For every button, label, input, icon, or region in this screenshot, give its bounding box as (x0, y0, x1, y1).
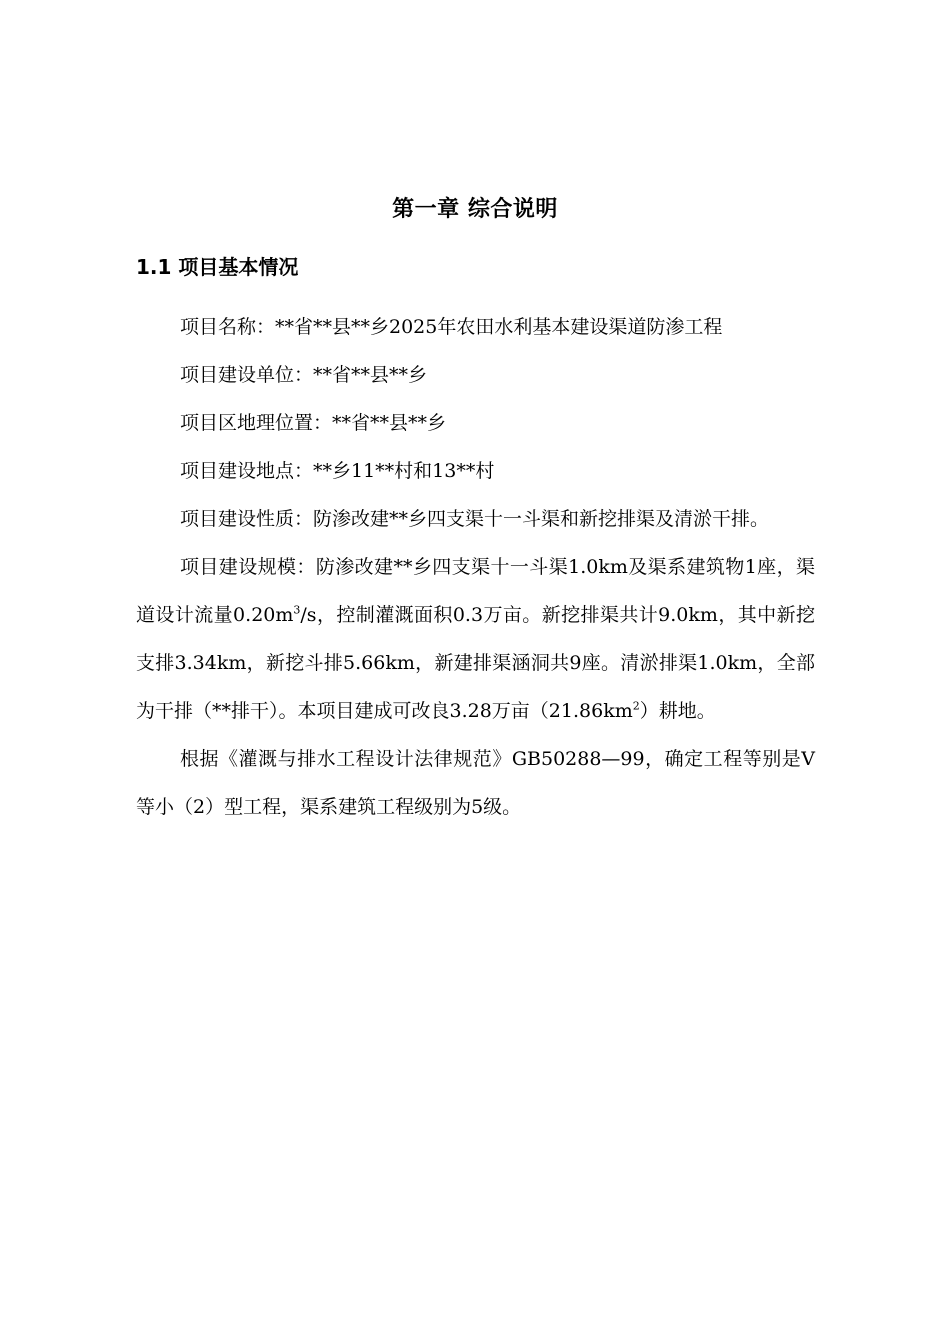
paragraph-construction-site: 项目建设地点：**乡11**村和13**村 (180, 460, 495, 482)
chapter-title: 第一章 综合说明 (392, 197, 558, 222)
scale-text-part3: ）耕地。 (639, 700, 716, 722)
section-title: 1.1 项目基本情况 (136, 255, 299, 279)
paragraph-project-name: 项目名称：**省**县**乡2025年农田水利基本建设渠道防渗工程 (180, 316, 723, 338)
paragraph-geographic-location: 项目区地理位置：**省**县**乡 (180, 412, 447, 434)
scale-superscript-cubic: 3 (293, 603, 301, 617)
paragraph-construction-nature: 项目建设性质：防渗改建**乡四支渠十一斗渠和新挖排渠及清淤干排。 (180, 508, 770, 530)
scale-superscript-square: 2 (632, 699, 640, 713)
paragraph-construction-unit: 项目建设单位：**省**县**乡 (180, 364, 428, 386)
scale-text-part2: /s，控制灌溉面积0.3万亩。新挖排渠共计9.0km，其中新挖支排3.34km，新挖斗排5.66km，新建排渠涵洞共9座。清淤排渠1.0km，全部为干排（**排干）。本项目建成可改良3.28万亩（21.86km (136, 604, 815, 722)
paragraph-construction-scale (136, 543, 815, 735)
paragraph-design-basis: 根据《灌溉与排水工程设计法律规范》GB50288—99，确定工程等别是Ⅴ等小（2）型工程，渠系建筑工程级别为5级。 (136, 748, 815, 818)
scale-text-part1: 项目建设规模：防渗改建**乡四支渠十一斗渠1.0km及渠系建筑物1座，渠道设计流量0.20m (136, 556, 815, 626)
section-body (136, 303, 815, 831)
